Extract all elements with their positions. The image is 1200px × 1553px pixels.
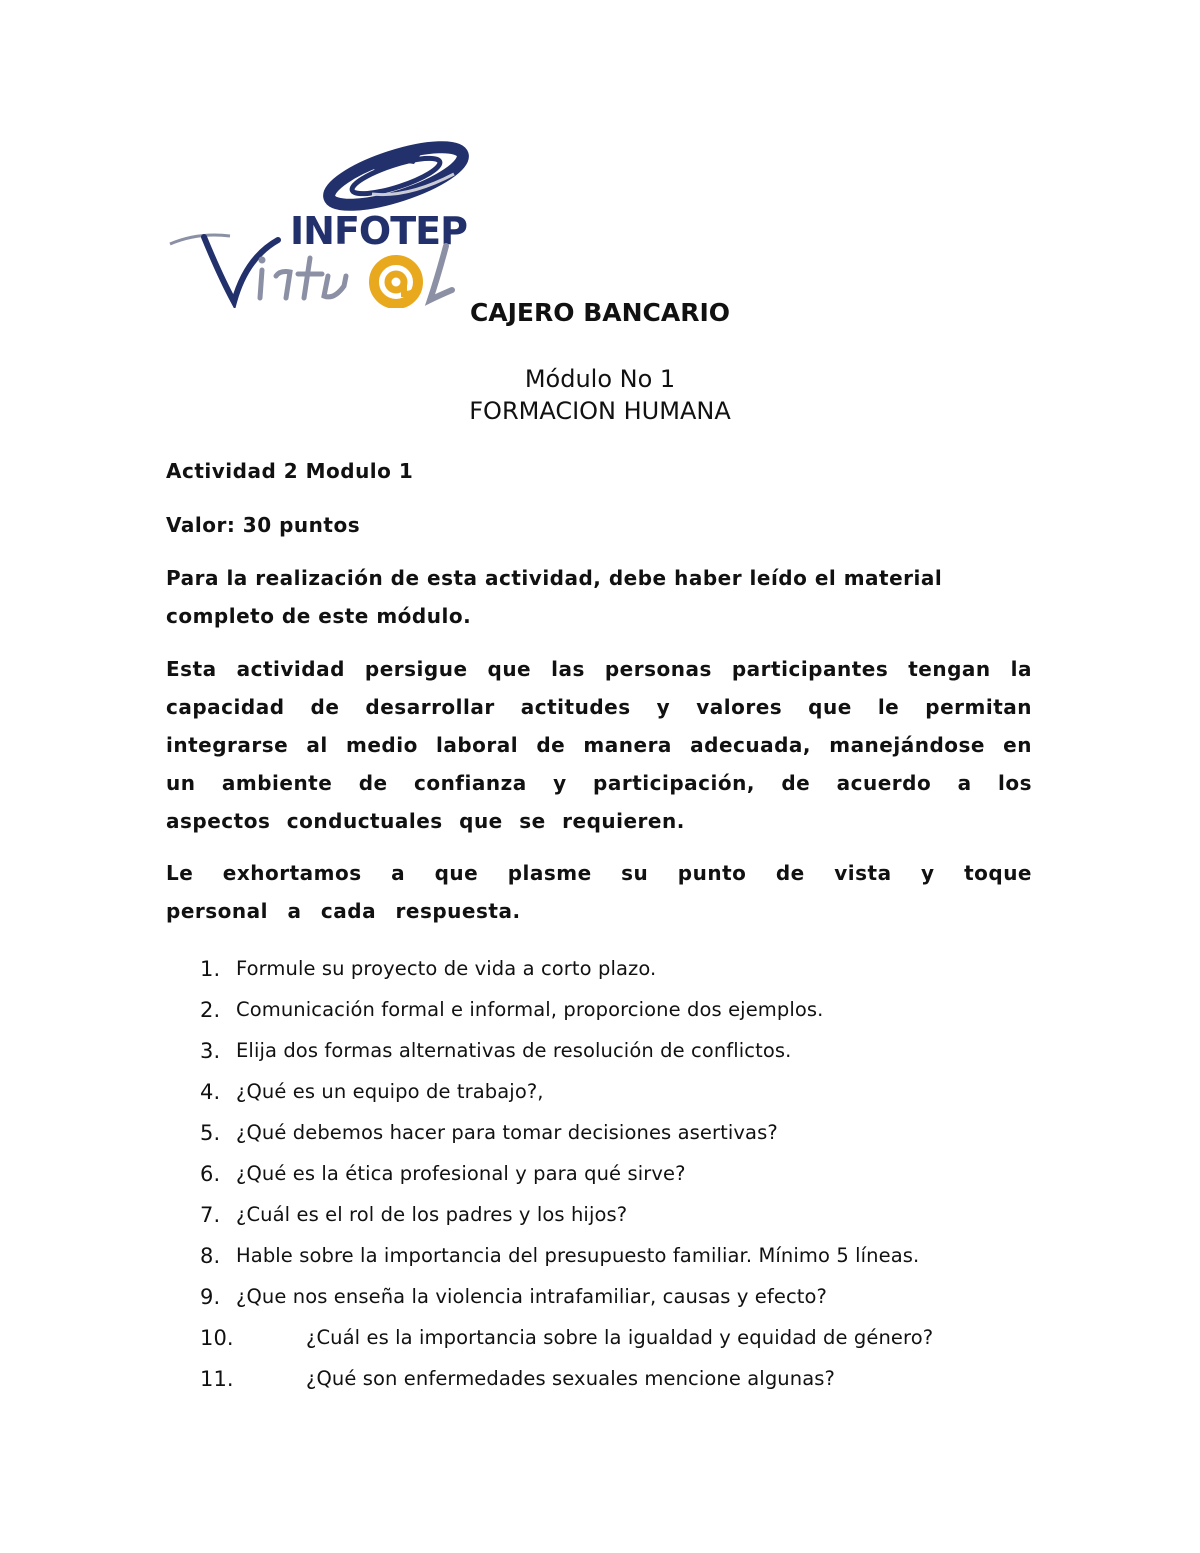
activity-label: Actividad 2 Modulo 1 — [166, 459, 414, 483]
subject-heading: FORMACION HUMANA — [469, 397, 731, 425]
svg-text:INFOTEP: INFOTEP — [290, 209, 467, 253]
globe-swoosh-icon — [323, 136, 469, 217]
questions-list — [200, 948, 1100, 1399]
list-item — [200, 1317, 1100, 1358]
item-text: ¿Cuál es el rol de los padres y los hijos? — [236, 1203, 628, 1226]
item-text: ¿Qué son enfermedades sexuales mencione algunas? — [306, 1367, 835, 1390]
objective-paragraph: Esta actividad persigue que las personas participantes tengan la capacidad de desarrollar actitudes y valores que le permitan integrarse al medio laboral de manera adecuada, manejándose en un ambiente de confianza y participación, de acuerdo a los aspectos conductuales que se requieren. — [166, 657, 1032, 833]
exhortation-paragraph: Le exhortamos a que plasme su punto de vista y toque personal a cada respuesta. — [166, 861, 1032, 923]
list-item — [200, 1276, 1100, 1317]
list-item — [200, 1112, 1100, 1153]
item-number: 6. — [200, 1161, 221, 1186]
list-item — [200, 989, 1100, 1030]
item-number: 5. — [200, 1120, 221, 1145]
intro-paragraph: Para la realización de esta actividad, debe haber leído el material completo de este módulo. — [166, 566, 943, 628]
item-number: 2. — [200, 997, 221, 1022]
list-item — [200, 1071, 1100, 1112]
module-heading: Módulo No 1 — [524, 365, 676, 393]
item-text: Comunicación formal e informal, proporcione dos ejemplos. — [236, 998, 824, 1021]
list-item — [200, 1194, 1100, 1235]
list-item — [200, 1030, 1100, 1071]
item-text: Hable sobre la importancia del presupuesto familiar. Mínimo 5 líneas. — [236, 1244, 920, 1267]
item-number: 7. — [200, 1202, 221, 1227]
document-title: CAJERO BANCARIO — [469, 298, 731, 327]
item-text: ¿Qué debemos hacer para tomar decisiones asertivas? — [236, 1121, 778, 1144]
item-number: 3. — [200, 1038, 221, 1063]
item-number: 8. — [200, 1243, 221, 1268]
value-label: Valor: 30 puntos — [166, 513, 361, 537]
item-number: 9. — [200, 1284, 221, 1309]
list-item — [200, 1153, 1100, 1194]
item-number: 1. — [200, 956, 221, 981]
item-text: Formule su proyecto de vida a corto plazo. — [236, 957, 657, 980]
list-item — [200, 1358, 1100, 1399]
item-number: 11. — [200, 1366, 234, 1391]
item-text: ¿Que nos enseña la violencia intrafamiliar, causas y efecto? — [236, 1285, 827, 1308]
item-text: ¿Qué es la ética profesional y para qué sirve? — [236, 1162, 686, 1185]
item-text: Elija dos formas alternativas de resolución de conflictos. — [236, 1039, 792, 1062]
list-item — [200, 1235, 1100, 1276]
item-number: 4. — [200, 1079, 221, 1104]
item-number: 10. — [200, 1325, 234, 1350]
item-text: ¿Qué es un equipo de trabajo?, — [236, 1080, 544, 1103]
list-item — [200, 948, 1100, 989]
item-text: ¿Cuál es la importancia sobre la igualdad y equidad de género? — [306, 1326, 934, 1349]
infotep-virtual-logo — [168, 136, 488, 308]
